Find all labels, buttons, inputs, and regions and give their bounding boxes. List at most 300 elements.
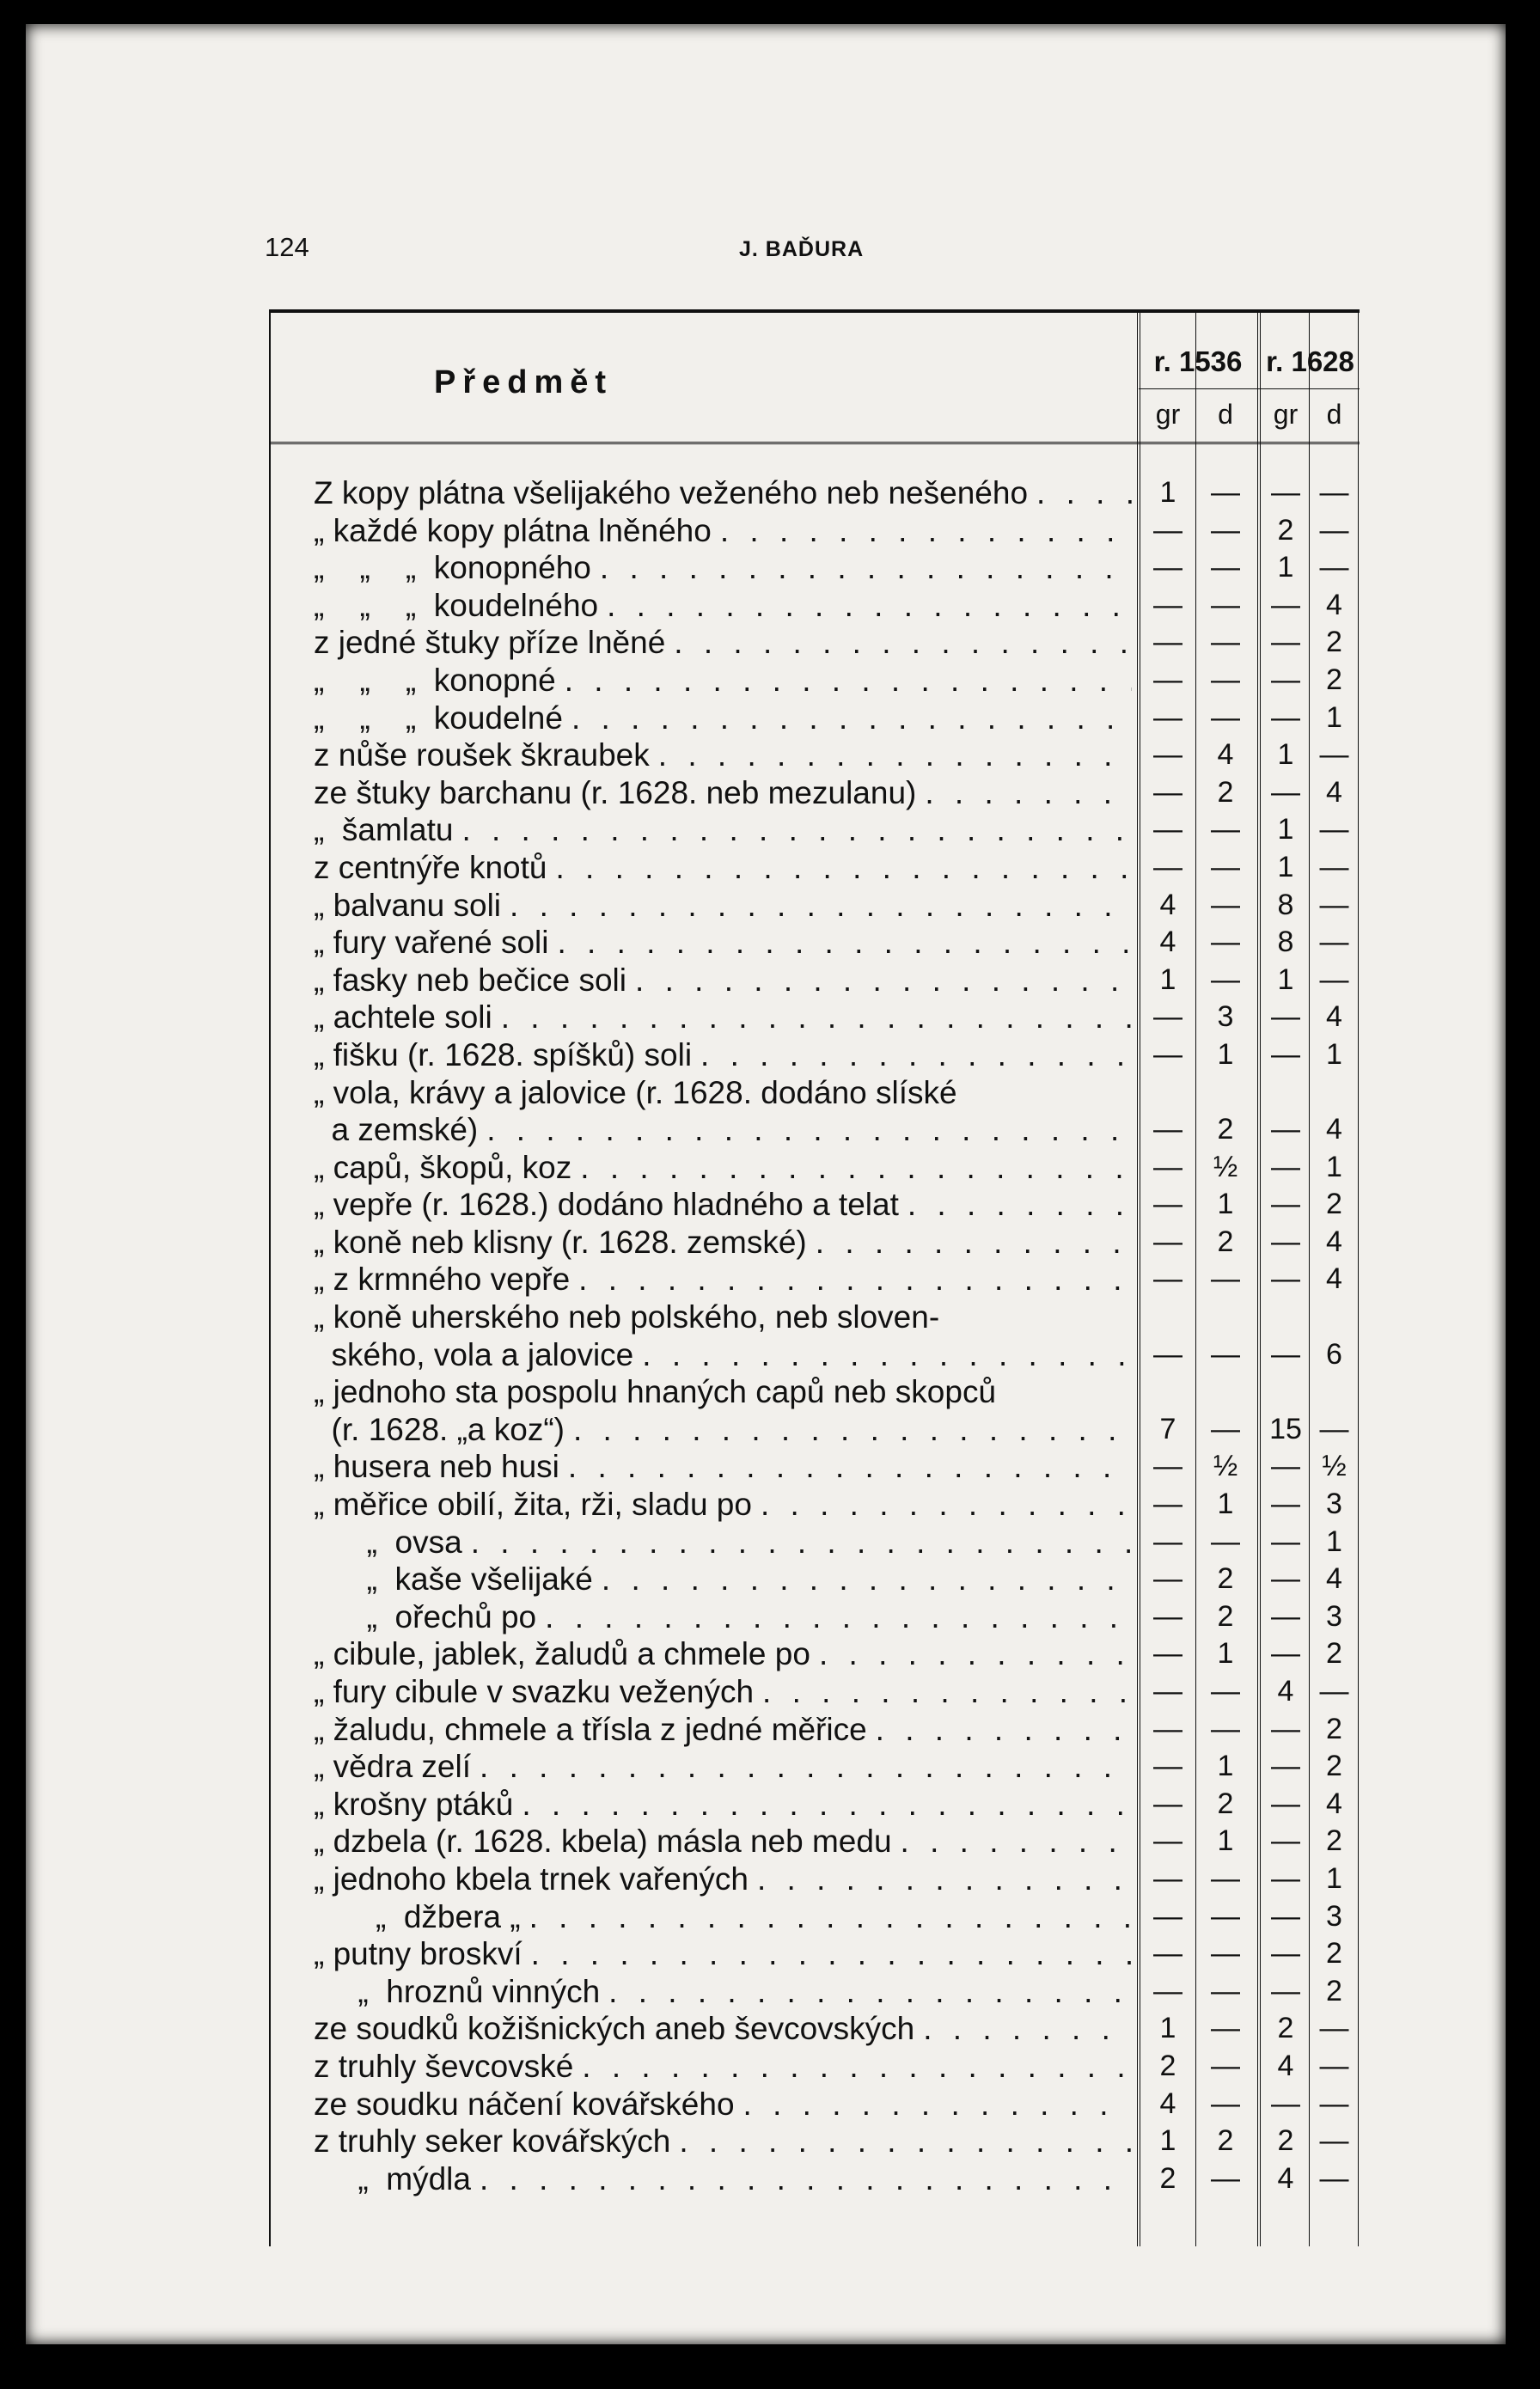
row-subject-text: (r. 1628. „a koz“): [314, 1411, 565, 1447]
dot-leader: [510, 887, 1132, 925]
value-d-1536: —: [1211, 700, 1240, 734]
value-d-1536: —: [1211, 588, 1240, 621]
dot-leader: [531, 1935, 1132, 1973]
row-subject-text: „ kaše všelijaké: [314, 1561, 593, 1598]
value-gr-1628: 8: [1277, 888, 1294, 921]
value-d-1536: ½: [1213, 1450, 1238, 1483]
value-gr-1628: —: [1271, 1824, 1300, 1858]
row-subject: [314, 1860, 1132, 1898]
value-d-1628: —: [1319, 2161, 1349, 2195]
value-gr-1628: 4: [1277, 2049, 1294, 2082]
table-row: [271, 1635, 1360, 1673]
value-d-1628: 1: [1326, 1524, 1342, 1558]
value-gr-1536: —: [1153, 1225, 1182, 1258]
value-gr-1536: —: [1153, 1974, 1182, 2007]
value-d-1628: 2: [1326, 1637, 1342, 1671]
dot-leader: [658, 736, 1132, 774]
table-row: [271, 2123, 1360, 2160]
dot-leader: [568, 1448, 1132, 1486]
row-subject: [314, 1711, 1132, 1749]
row-subject-continuation: [314, 1111, 1132, 1149]
row-subject: [314, 1973, 1132, 2011]
table-row: [271, 1561, 1360, 1598]
row-subject-text: „ balvanu soli: [314, 887, 502, 923]
value-gr-1628: 1: [1277, 962, 1294, 996]
unit-d-1536: d: [1218, 399, 1233, 430]
value-d-1536: 1: [1217, 1488, 1234, 1521]
dot-leader: [743, 2086, 1132, 2123]
value-d-1536: —: [1211, 663, 1240, 696]
value-gr-1536: —: [1153, 700, 1182, 734]
value-gr-1536: 4: [1159, 2087, 1176, 2120]
value-d-1536: —: [1211, 626, 1240, 659]
value-gr-1628: —: [1271, 1712, 1300, 1745]
row-subject: [314, 624, 1132, 662]
value-d-1628: —: [1319, 551, 1349, 584]
row-subject-text: „ vědra zelí: [314, 1749, 472, 1785]
row-subject-text: „ vola, krávy a jalovice (r. 1628. dodáno slíské: [314, 1074, 957, 1110]
row-subject: [314, 1261, 1132, 1298]
dot-leader: [642, 1336, 1132, 1374]
value-gr-1536: —: [1153, 513, 1182, 547]
value-d-1628: 2: [1326, 1824, 1342, 1858]
row-subject-text: ze soudků kožišnických aneb ševcovských: [314, 2011, 915, 2047]
value-gr-1536: —: [1153, 1824, 1182, 1858]
value-gr-1628: 15: [1269, 1412, 1302, 1445]
dot-leader: [925, 774, 1132, 812]
dot-leader: [635, 962, 1132, 999]
dot-leader: [761, 1486, 1132, 1524]
row-subject-text: „ měřice obilí, žita, rži, sladu po: [314, 1487, 752, 1523]
value-d-1536: —: [1211, 2049, 1240, 2082]
row-subject-text: „ koně uherského neb polského, neb sloven-: [314, 1299, 940, 1335]
row-subject-text: „ „ „ konopného: [314, 550, 591, 586]
row-subject-text: „ putny broskví: [314, 1936, 522, 1972]
value-d-1628: 2: [1326, 626, 1342, 659]
value-gr-1536: —: [1153, 1524, 1182, 1558]
value-d-1536: —: [1211, 513, 1240, 547]
table-row: [271, 474, 1360, 512]
row-subject: [314, 1635, 1132, 1673]
value-gr-1628: —: [1271, 1225, 1300, 1258]
value-d-1628: 4: [1326, 1000, 1342, 1034]
value-gr-1628: —: [1271, 2087, 1300, 2120]
table-header: [271, 313, 1360, 444]
value-gr-1628: —: [1271, 588, 1300, 621]
row-subject-text: z truhly seker kovářských: [314, 2123, 671, 2160]
value-d-1628: —: [1319, 1412, 1349, 1445]
value-gr-1628: —: [1271, 1188, 1300, 1221]
table-row: [271, 1786, 1360, 1824]
row-subject-text: „ ořechů po: [314, 1598, 537, 1634]
value-d-1628: 4: [1326, 1562, 1342, 1596]
row-subject: [314, 1448, 1132, 1486]
value-gr-1536: —: [1153, 1562, 1182, 1596]
value-gr-1536: —: [1153, 1337, 1182, 1371]
row-subject: [314, 736, 1132, 774]
dot-leader: [486, 1111, 1132, 1149]
page-number: 124: [265, 232, 309, 262]
row-subject-text: ze štuky barchanu (r. 1628. neb mezulanu): [314, 774, 917, 810]
table-row: [271, 2160, 1360, 2198]
value-d-1536: —: [1211, 926, 1240, 959]
row-subject-text: „ ovsa: [314, 1524, 462, 1560]
value-gr-1628: 4: [1277, 1675, 1294, 1708]
row-subject: [314, 999, 1132, 1036]
value-d-1628: 4: [1326, 1225, 1342, 1258]
table-row: [271, 1074, 1360, 1149]
value-gr-1536: 7: [1159, 1412, 1176, 1445]
value-gr-1536: 1: [1159, 2124, 1176, 2158]
value-gr-1536: —: [1153, 1861, 1182, 1895]
value-gr-1628: —: [1271, 1899, 1300, 1933]
value-d-1628: 4: [1326, 1787, 1342, 1820]
value-d-1628: —: [1319, 850, 1349, 883]
running-title: J. BAĎURA: [739, 237, 865, 261]
row-subject: [314, 1298, 1132, 1336]
row-subject-text: „ „ „ koudelné: [314, 700, 563, 736]
table-row: [271, 774, 1360, 812]
row-subject: [314, 1074, 1132, 1112]
row-subject-text: a zemské): [314, 1112, 479, 1148]
value-gr-1536: —: [1153, 850, 1182, 883]
dot-leader: [679, 2123, 1132, 2160]
dot-leader: [602, 1561, 1132, 1598]
value-gr-1536: —: [1153, 1450, 1182, 1483]
table-row: [271, 1598, 1360, 1636]
table-row: [271, 662, 1360, 700]
value-gr-1628: —: [1271, 626, 1300, 659]
row-subject-text: „ mýdla: [314, 2160, 471, 2197]
table-row: [271, 1448, 1360, 1486]
value-d-1628: 2: [1326, 1974, 1342, 2007]
row-subject: [314, 774, 1132, 812]
value-d-1628: 2: [1326, 1750, 1342, 1783]
value-d-1536: —: [1211, 551, 1240, 584]
table-row: [271, 1973, 1360, 2011]
value-d-1628: 6: [1326, 1337, 1342, 1371]
row-subject-text: „ jednoho kbela trnek vařených: [314, 1860, 749, 1897]
row-subject-text: „ fišku (r. 1628. spíšků) soli: [314, 1036, 693, 1072]
value-gr-1628: 2: [1277, 2012, 1294, 2045]
value-d-1536: —: [1211, 1412, 1240, 1445]
table-row: [271, 2048, 1360, 2086]
table-row: [271, 1486, 1360, 1524]
table-row: [271, 549, 1360, 587]
value-d-1628: 2: [1326, 1188, 1342, 1221]
table-row: [271, 1373, 1360, 1448]
dot-leader: [876, 1711, 1132, 1749]
row-subject: [314, 1561, 1132, 1598]
table-row: [271, 1898, 1360, 1936]
value-gr-1536: —: [1153, 1787, 1182, 1820]
dot-leader: [816, 1224, 1132, 1262]
dot-leader: [558, 924, 1133, 962]
value-gr-1628: —: [1271, 1562, 1300, 1596]
row-subject: [314, 811, 1132, 849]
row-subject-text: „ capů, škopů, koz: [314, 1149, 572, 1185]
row-subject: [314, 474, 1132, 512]
dot-leader: [555, 849, 1132, 887]
unit-gr-1536: gr: [1155, 399, 1181, 430]
dot-leader: [529, 1898, 1132, 1936]
value-gr-1628: 1: [1277, 738, 1294, 772]
row-subject: [314, 512, 1132, 550]
value-gr-1628: 1: [1277, 551, 1294, 584]
row-subject-text: „ koně neb klisny (r. 1628. zemské): [314, 1224, 807, 1260]
value-gr-1536: —: [1153, 1637, 1182, 1671]
value-d-1536: —: [1211, 1937, 1240, 1970]
value-d-1628: 4: [1326, 1113, 1342, 1146]
value-gr-1628: —: [1271, 1750, 1300, 1783]
dot-leader: [674, 624, 1132, 662]
value-d-1536: —: [1211, 476, 1240, 509]
value-gr-1536: —: [1153, 1262, 1182, 1296]
row-subject-text: „ achtele soli: [314, 999, 492, 1036]
value-d-1628: 2: [1326, 1712, 1342, 1745]
value-d-1628: —: [1319, 2087, 1349, 2120]
value-d-1536: 2: [1217, 2124, 1234, 2158]
running-head: [26, 232, 1506, 266]
row-subject: [314, 2086, 1132, 2123]
value-gr-1628: —: [1271, 1113, 1300, 1146]
value-gr-1536: —: [1153, 663, 1182, 696]
dot-leader: [480, 1748, 1132, 1786]
value-gr-1536: —: [1153, 1000, 1182, 1034]
value-d-1628: 1: [1326, 1861, 1342, 1895]
row-subject: [314, 1935, 1132, 1973]
year-1536-heading: r. 1536: [1153, 345, 1243, 377]
value-d-1536: —: [1211, 962, 1240, 996]
table-row: [271, 2010, 1360, 2048]
dot-leader: [565, 662, 1132, 700]
value-gr-1628: 8: [1277, 926, 1294, 959]
table-row: [271, 1298, 1360, 1373]
dot-leader: [578, 1261, 1132, 1298]
table-row: [271, 1261, 1360, 1298]
book-page: [26, 24, 1506, 2344]
row-subject-text: „ každé kopy plátna lněného: [314, 512, 712, 548]
table-row: [271, 1224, 1360, 1262]
row-subject: [314, 1524, 1132, 1561]
row-subject: [314, 1036, 1132, 1074]
value-d-1628: 3: [1326, 1488, 1342, 1521]
value-d-1628: 4: [1326, 588, 1342, 621]
dot-leader: [600, 549, 1132, 587]
row-subject-text: „ džbera „: [314, 1898, 521, 1934]
row-subject-text: „ krošny ptáků: [314, 1786, 514, 1822]
value-gr-1628: —: [1271, 1450, 1300, 1483]
value-d-1536: —: [1211, 1337, 1240, 1371]
table-row: [271, 1711, 1360, 1749]
value-d-1536: —: [1211, 1899, 1240, 1933]
dot-leader: [901, 1823, 1132, 1860]
value-gr-1536: —: [1153, 1488, 1182, 1521]
value-gr-1536: 2: [1159, 2161, 1176, 2195]
value-d-1628: 4: [1326, 775, 1342, 809]
row-subject: [314, 2048, 1132, 2086]
table-row: [271, 1149, 1360, 1187]
value-d-1628: —: [1319, 476, 1349, 509]
value-d-1536: —: [1211, 2012, 1240, 2045]
row-subject: [314, 1786, 1132, 1824]
row-subject: [314, 2160, 1132, 2198]
value-d-1628: 4: [1326, 1262, 1342, 1296]
row-subject: [314, 587, 1132, 625]
toll-table: [269, 309, 1360, 2246]
row-subject-continuation: [314, 1411, 1132, 1449]
value-d-1536: —: [1211, 1524, 1240, 1558]
value-gr-1536: —: [1153, 1150, 1182, 1183]
row-subject-text: „ fury cibule v svazku vežených: [314, 1674, 755, 1709]
table-row: [271, 1186, 1360, 1224]
row-subject-text: „ žaludu, chmele a třísla z jedné měřice: [314, 1711, 867, 1747]
value-d-1536: 3: [1217, 1000, 1234, 1034]
value-d-1628: 3: [1326, 1899, 1342, 1933]
value-gr-1536: —: [1153, 1712, 1182, 1745]
table-body: [271, 474, 1360, 2197]
value-gr-1536: 2: [1159, 2049, 1176, 2082]
value-gr-1536: —: [1153, 1599, 1182, 1633]
row-subject-text: „ fury vařené soli: [314, 925, 549, 961]
row-subject-text: „ dzbela (r. 1628. kbela) másla neb medu: [314, 1824, 892, 1860]
table-row: [271, 624, 1360, 662]
value-gr-1628: 1: [1277, 850, 1294, 883]
value-gr-1536: —: [1153, 626, 1182, 659]
row-subject-text: „ jednoho sta pospolu hnaných capů neb skopců: [314, 1374, 997, 1410]
row-subject-text: „ „ „ konopné: [314, 662, 556, 698]
value-gr-1628: —: [1271, 1787, 1300, 1820]
row-subject: [314, 924, 1132, 962]
row-subject: [314, 1373, 1132, 1411]
value-d-1536: ½: [1213, 1150, 1238, 1183]
row-subject-text: z centnýře knotů: [314, 849, 547, 885]
value-gr-1628: —: [1271, 1524, 1300, 1558]
row-subject: [314, 1186, 1132, 1224]
value-gr-1536: 1: [1159, 2012, 1176, 2045]
dot-leader: [908, 1186, 1132, 1224]
dot-leader: [501, 999, 1132, 1036]
value-d-1536: 2: [1217, 775, 1234, 809]
value-d-1628: —: [1319, 2049, 1349, 2082]
table-row: [271, 700, 1360, 737]
dot-leader: [471, 1524, 1132, 1561]
value-gr-1536: —: [1153, 1037, 1182, 1071]
table-row: [271, 1748, 1360, 1786]
value-gr-1536: —: [1153, 551, 1182, 584]
value-d-1536: 2: [1217, 1599, 1234, 1633]
value-gr-1628: —: [1271, 775, 1300, 809]
value-gr-1536: 1: [1159, 962, 1176, 996]
value-d-1536: 1: [1217, 1750, 1234, 1783]
table-row: [271, 512, 1360, 550]
row-subject: [314, 662, 1132, 700]
row-subject: [314, 700, 1132, 737]
value-d-1536: —: [1211, 1262, 1240, 1296]
row-subject-text: „ šamlatu: [314, 812, 454, 848]
value-d-1536: —: [1211, 1974, 1240, 2007]
table-row: [271, 924, 1360, 962]
value-d-1536: 1: [1217, 1188, 1234, 1221]
value-d-1628: 3: [1326, 1599, 1342, 1633]
dot-leader: [522, 1786, 1132, 1824]
value-d-1628: 2: [1326, 1937, 1342, 1970]
row-subject: [314, 1673, 1132, 1711]
value-d-1628: —: [1319, 813, 1349, 846]
value-gr-1628: —: [1271, 1937, 1300, 1970]
value-gr-1628: —: [1271, 476, 1300, 509]
value-gr-1536: —: [1153, 1188, 1182, 1221]
dot-leader: [545, 1598, 1132, 1636]
dot-leader: [608, 1973, 1132, 2011]
table-row: [271, 999, 1360, 1036]
value-gr-1628: 2: [1277, 2124, 1294, 2158]
value-gr-1628: —: [1271, 1488, 1300, 1521]
value-d-1628: —: [1319, 2124, 1349, 2158]
table-row: [271, 887, 1360, 925]
value-d-1536: —: [1211, 2087, 1240, 2120]
value-gr-1628: —: [1271, 1637, 1300, 1671]
value-d-1628: —: [1319, 738, 1349, 772]
unit-d-1628: d: [1326, 399, 1342, 430]
dot-leader: [607, 587, 1132, 625]
value-d-1536: —: [1211, 1861, 1240, 1895]
value-gr-1536: —: [1153, 1937, 1182, 1970]
row-subject-text: z jedné štuky příze lněné: [314, 625, 666, 661]
dot-leader: [757, 1860, 1132, 1898]
value-gr-1628: —: [1271, 1599, 1300, 1633]
row-subject: [314, 1823, 1132, 1860]
value-d-1536: —: [1211, 1675, 1240, 1708]
value-d-1536: 2: [1217, 1787, 1234, 1820]
table-row: [271, 1673, 1360, 1711]
value-d-1536: —: [1211, 2161, 1240, 2195]
row-subject: [314, 1149, 1132, 1187]
row-subject: [314, 962, 1132, 999]
value-d-1628: —: [1319, 926, 1349, 959]
value-gr-1536: —: [1153, 1899, 1182, 1933]
dot-leader: [582, 2048, 1132, 2086]
header-divider: [1139, 388, 1360, 389]
table-row: [271, 1860, 1360, 1898]
value-d-1536: 1: [1217, 1824, 1234, 1858]
table-row: [271, 1524, 1360, 1561]
value-gr-1628: —: [1271, 1861, 1300, 1895]
row-subject-text: ze soudku náčení kovářského: [314, 2086, 735, 2122]
value-d-1536: 2: [1217, 1113, 1234, 1146]
value-gr-1628: —: [1271, 1262, 1300, 1296]
dot-leader: [461, 811, 1132, 849]
subject-heading: Předmět: [434, 364, 614, 400]
row-subject-text: „ z krmného vepře: [314, 1262, 571, 1298]
value-gr-1628: 1: [1277, 813, 1294, 846]
value-gr-1628: —: [1271, 1150, 1300, 1183]
row-subject: [314, 1598, 1132, 1636]
dot-leader: [819, 1635, 1132, 1673]
value-gr-1536: —: [1153, 738, 1182, 772]
dot-leader: [762, 1673, 1132, 1711]
row-subject-continuation: [314, 1336, 1132, 1374]
dot-leader: [1036, 474, 1132, 512]
table-row: [271, 1823, 1360, 1860]
dot-leader: [923, 2010, 1132, 2048]
value-d-1536: 1: [1217, 1637, 1234, 1671]
row-subject-text: „ vepře (r. 1628.) dodáno hladného a telat: [314, 1187, 899, 1223]
row-subject: [314, 2123, 1132, 2160]
value-gr-1628: —: [1271, 700, 1300, 734]
dot-leader: [700, 1036, 1132, 1074]
dot-leader: [571, 700, 1132, 737]
